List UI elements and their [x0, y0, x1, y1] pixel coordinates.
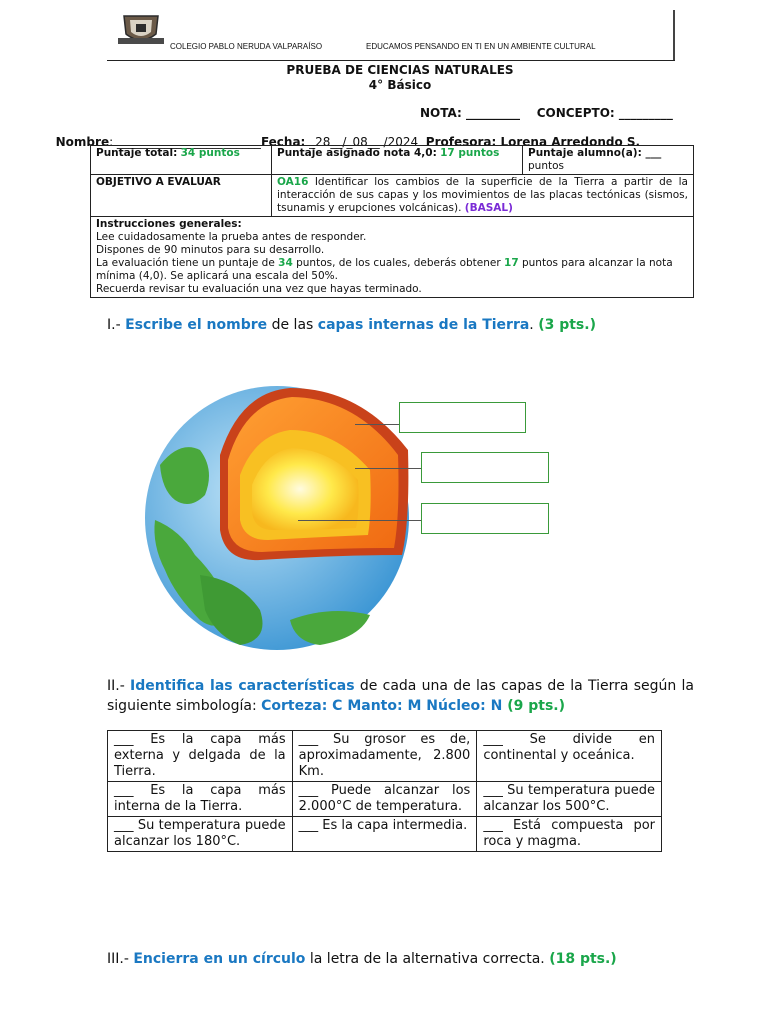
leader-line-3 — [298, 520, 421, 521]
instruction-2: Dispones de 90 minutos para su desarrollo. — [96, 244, 325, 256]
char-cell[interactable]: ___ Es la capa más externa y delgada de la Tierra. — [108, 731, 293, 782]
instruction-4: Recuerda revisar tu evaluación una vez que hayas terminado. — [96, 283, 422, 295]
school-name: COLEGIO PABLO NERUDA VALPARAÍSO — [170, 42, 323, 51]
header-rule — [107, 60, 675, 61]
char-cell[interactable]: ___ Puede alcanzar los 2.000°C de temperatura. — [292, 782, 477, 817]
fecha-label: Fecha: — [260, 135, 306, 149]
answer-box-mantle[interactable] — [421, 452, 549, 483]
instructions-title: Instrucciones generales: — [96, 218, 242, 230]
char-cell[interactable]: ___ Es la capa intermedia. — [292, 817, 477, 852]
school-motto: EDUCAMOS PENSANDO EN TI EN UN AMBIENTE CULTURAL — [366, 42, 596, 51]
fecha-value: _28__/_08__ /2024 — [305, 135, 419, 149]
char-cell[interactable]: ___ Es la capa más interna de la Tierra. — [108, 782, 293, 817]
char-cell[interactable]: ___ Está compuesta por roca y magma. — [477, 817, 662, 852]
nota4-cell — [272, 146, 523, 175]
table-row — [108, 782, 662, 817]
page-title: PRUEBA DE CIENCIAS NATURALES — [286, 63, 514, 77]
leader-line-1 — [355, 424, 399, 425]
nombre-blank[interactable]: : ________________________ — [109, 135, 261, 149]
total-score-label: Puntaje total: — [96, 147, 178, 159]
oa-code: OA16 — [277, 176, 309, 188]
profesora-label: Profesora: Lorena Arredondo S. — [425, 135, 641, 149]
header-divider — [673, 10, 675, 60]
char-cell[interactable]: ___ Se divide en continental y oceánica. — [477, 731, 662, 782]
instruction-1: Lee cuidadosamente la prueba antes de responder. — [96, 231, 367, 243]
section-3-heading: III.- Encierra en un círculo la letra de la alternativa correcta. (18 pts.) — [107, 951, 617, 967]
info-table — [90, 145, 694, 298]
objetivo-text — [272, 175, 694, 217]
grade-label: 4° Básico — [368, 78, 432, 92]
nombre-label: Nombre — [55, 135, 110, 149]
leader-line-2 — [355, 468, 421, 469]
nota4-label: Puntaje asignado nota 4,0: — [277, 147, 437, 159]
table-row — [108, 817, 662, 852]
char-cell[interactable]: ___ Su temperatura puede alcanzar los 180°C. — [108, 817, 293, 852]
answer-box-crust[interactable] — [399, 402, 526, 433]
oa-level: (BASAL) — [464, 202, 513, 214]
section-2-heading: II.- Identifica las características de cada una de las capas de la Tierra según la siguiente simbología: Corteza: C Manto: M Núcleo: N (9 pts.) — [107, 678, 694, 714]
table-row — [108, 731, 662, 782]
characteristics-table — [107, 730, 662, 852]
section-1-heading: I.- Escribe el nombre de las capas internas de la Tierra. (3 pts.) — [107, 317, 596, 333]
oa-description: Identificar los cambios de la superficie de la Tierra a partir de la interacción de sus capas y los movimientos de las placas tectónicas (sismos, tsunamis y erupciones volcánicas). — [277, 176, 688, 214]
char-cell[interactable]: ___ Su grosor es de, aproximadamente, 2.800 Km. — [292, 731, 477, 782]
instructions-cell — [91, 217, 694, 298]
student-score-label: Puntaje alumno(a): ___ — [528, 147, 662, 159]
student-score-unit: puntos — [528, 160, 564, 172]
instruction-3: La evaluación tiene un puntaje de 34 puntos, de los cuales, deberás obtener 17 puntos para alcanzar la nota mínima (4,0). Se aplicará una escala del 50%. — [96, 257, 673, 282]
total-score-value: 34 puntos — [180, 147, 240, 159]
nota4-value: 17 puntos — [440, 147, 500, 159]
char-cell[interactable]: ___ Su temperatura puede alcanzar los 500°C. — [477, 782, 662, 817]
total-score-cell — [91, 146, 272, 175]
nota-concepto-line: NOTA: _________ CONCEPTO: _________ — [420, 106, 673, 120]
answer-box-core[interactable] — [421, 503, 549, 534]
objetivo-label: OBJETIVO A EVALUAR — [91, 175, 272, 217]
school-logo — [116, 12, 166, 52]
student-score-cell[interactable] — [523, 146, 694, 175]
